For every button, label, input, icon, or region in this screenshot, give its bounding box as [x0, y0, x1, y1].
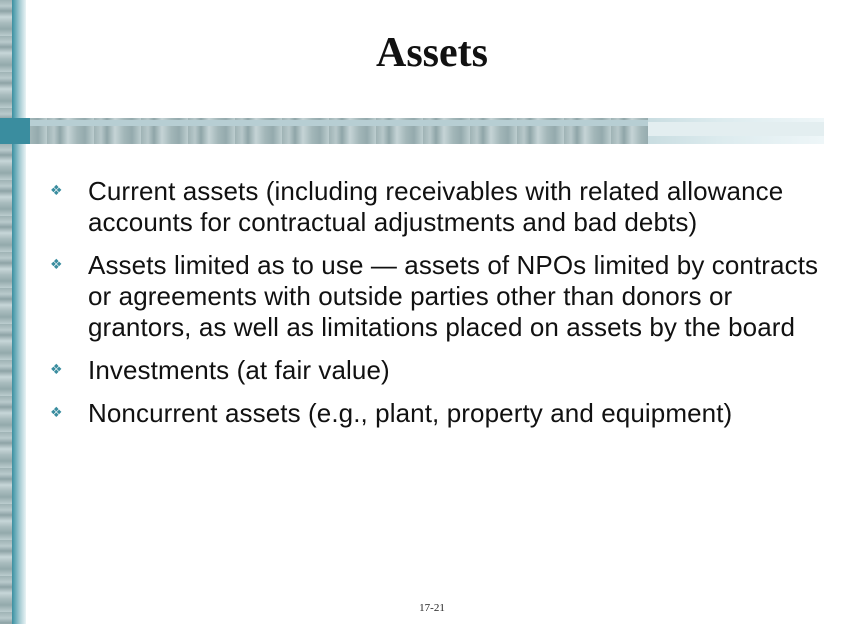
bullet-text: Noncurrent assets (e.g., plant, property and equipment) [88, 398, 733, 428]
divider-highlight-line [30, 120, 648, 126]
bullet-text: Current assets (including receivables with related allowance accounts for contractual adjustments and bad debts) [88, 176, 784, 237]
list-item [50, 176, 830, 238]
left-decorative-bar [0, 0, 12, 624]
list-item [50, 250, 830, 343]
diamond-bullet-icon: ❖ [50, 183, 63, 199]
list-item [50, 355, 830, 386]
list-item [50, 398, 830, 429]
divider-fade-line [648, 122, 824, 136]
bullet-text: Assets limited as to use — assets of NPOs limited by contracts or agreements with outside parties other than donors or grantors, as well as limitations placed on assets by the board [88, 250, 819, 342]
bullet-list [50, 176, 830, 441]
diamond-bullet-icon: ❖ [50, 405, 63, 421]
divider-accent-block [0, 118, 30, 144]
diamond-bullet-icon: ❖ [50, 362, 63, 378]
left-bar-gradient-edge [12, 0, 26, 624]
page-number: 17-21 [419, 602, 445, 614]
diamond-bullet-icon: ❖ [50, 257, 63, 273]
slide-title: Assets [376, 30, 488, 76]
bullet-text: Investments (at fair value) [88, 355, 390, 385]
